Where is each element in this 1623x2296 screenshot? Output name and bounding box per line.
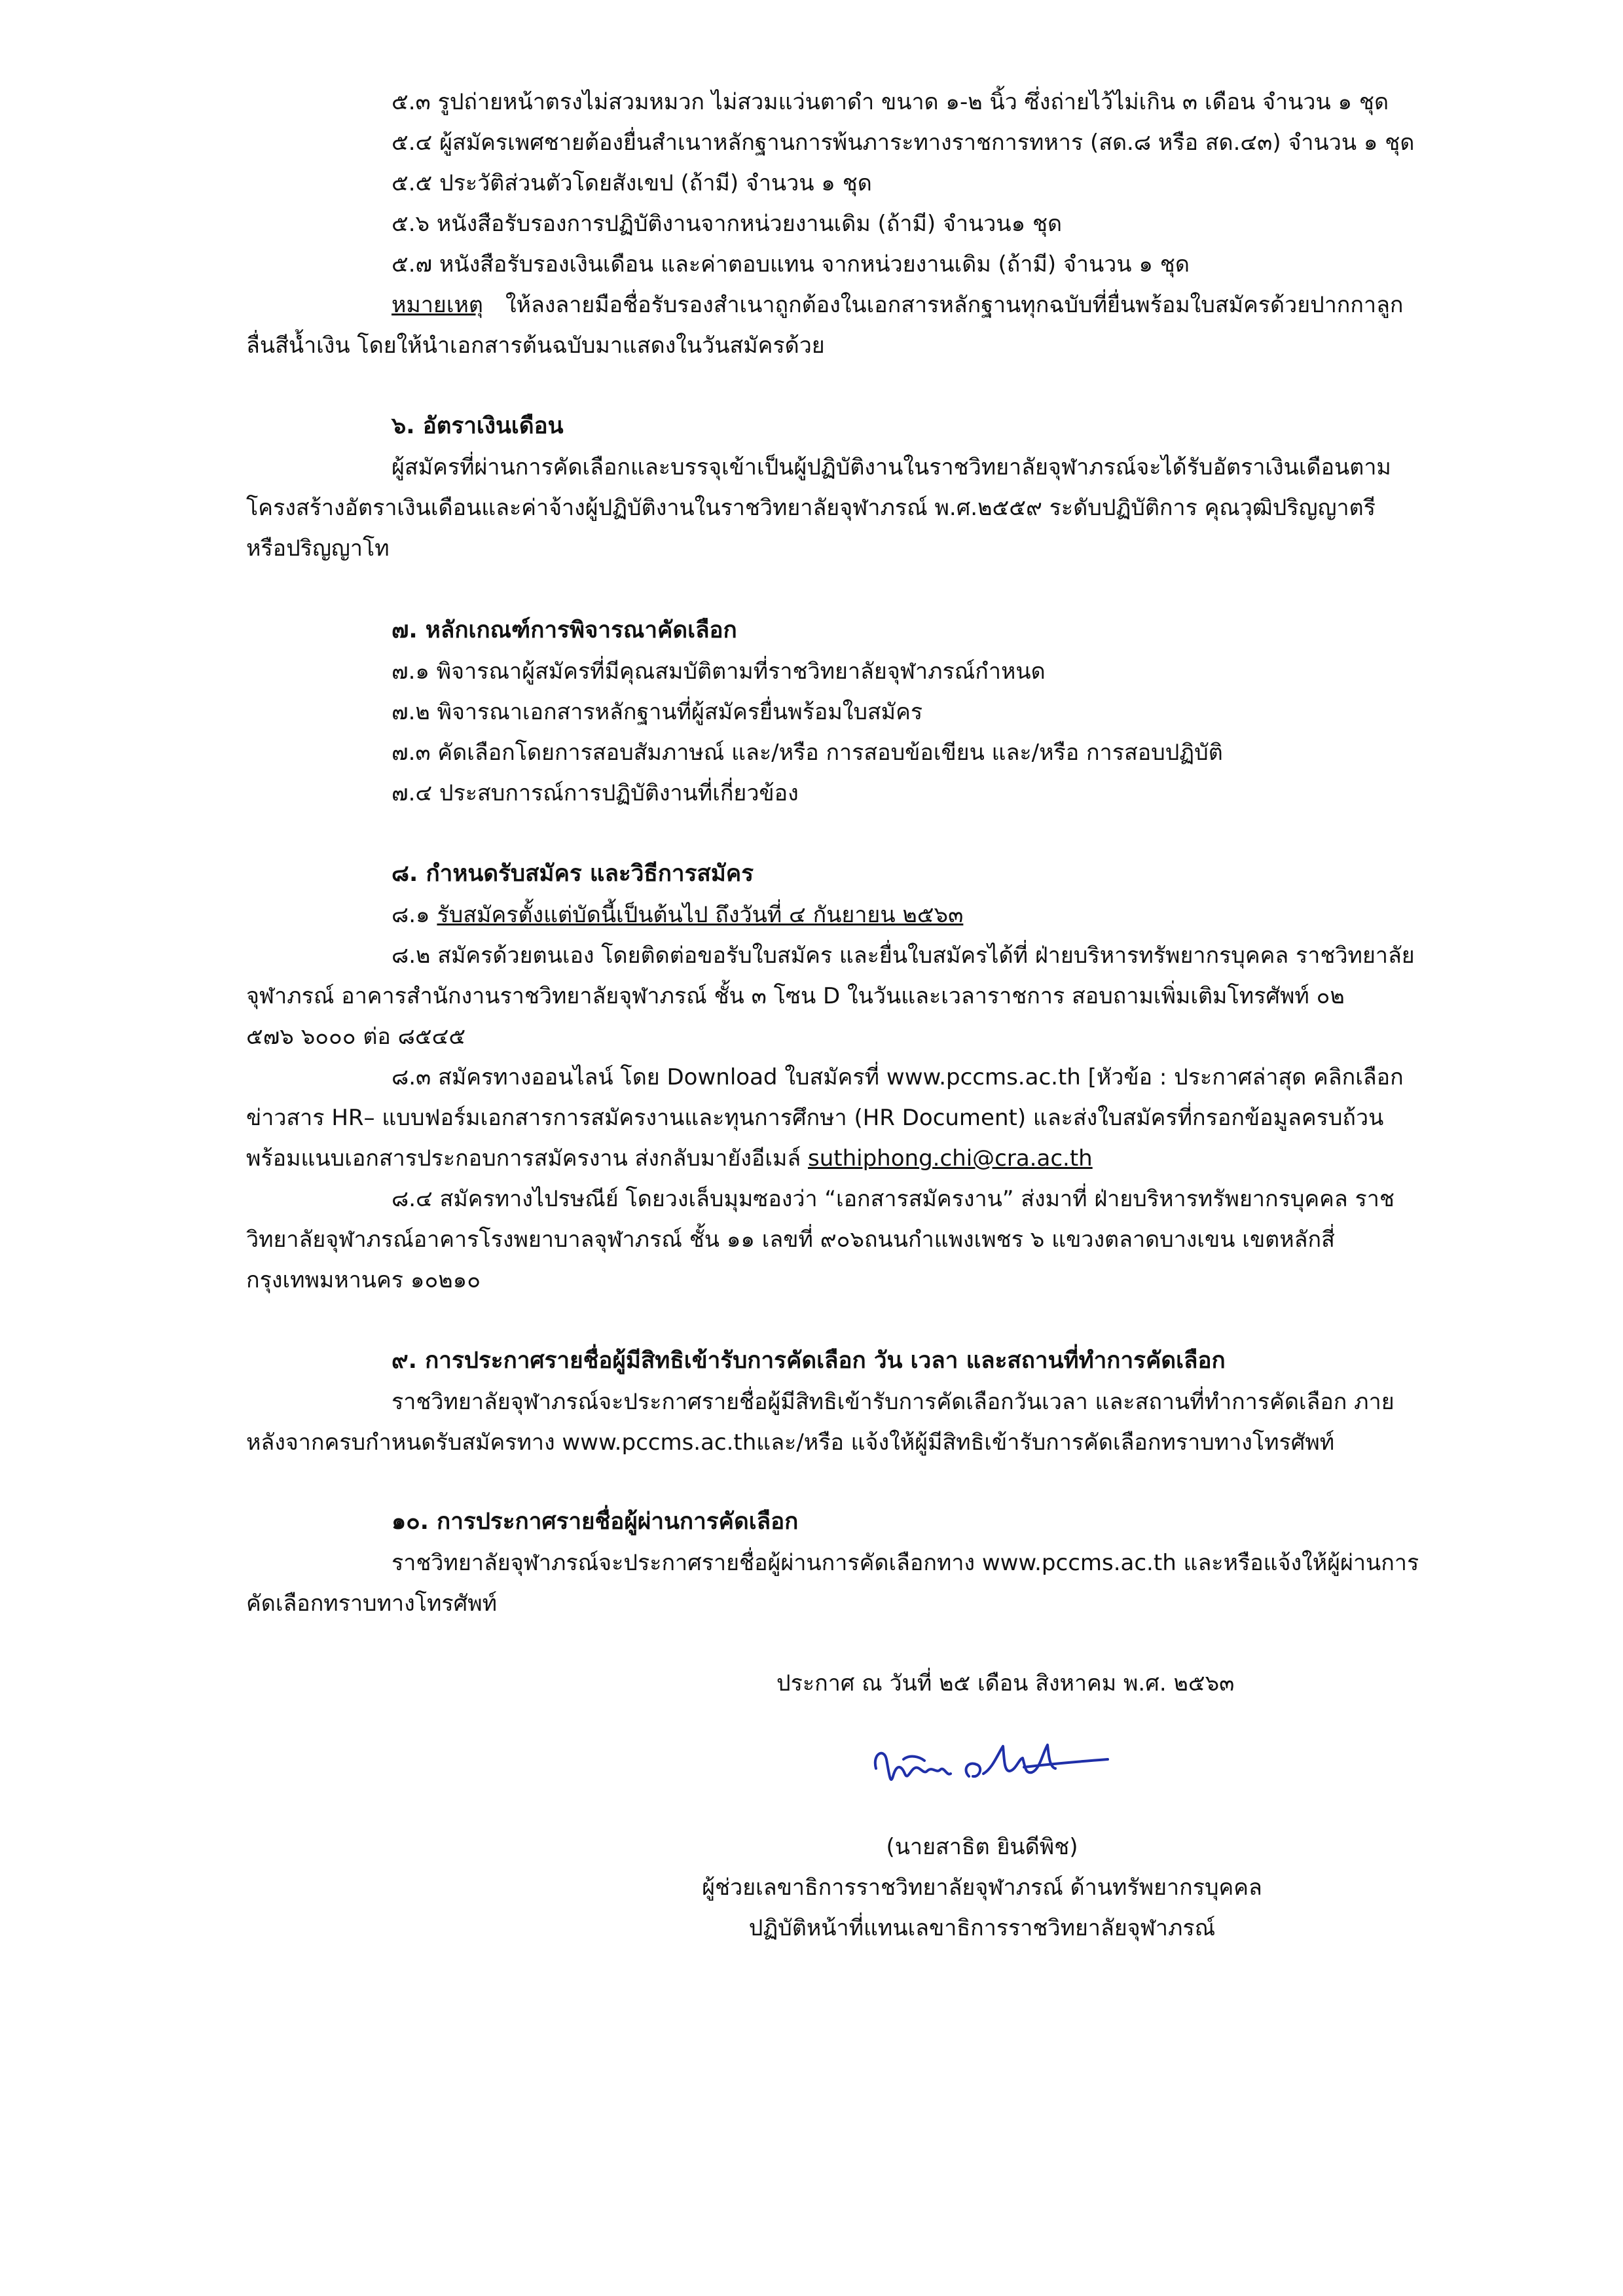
note-text: ให้ลงลายมือชื่อรับรองสำเนาถูกต้องในเอกสารหลักฐานทุกฉบับที่ยื่นพร้อมใบสมัครด้วยปากกาลูก	[505, 292, 1404, 318]
item-8-1	[392, 901, 963, 929]
signature-image	[864, 1728, 1126, 1800]
item-7-1: ๗.๑ พิจารณาผู้สมัครที่มีคุณสมบัติตามที่ราชวิทยาลัยจุฬาภรณ์กำหนด	[392, 658, 1046, 685]
announcement-date: ประกาศ ณ วันที่ ๒๕ เดือน สิงหาคม พ.ศ. ๒๕๖๓	[776, 1670, 1235, 1696]
item-8-4-line-1: ๘.๔ สมัครทางไปรษณีย์ โดยวงเล็บมุมซองว่า “เอกสารสมัครงาน” ส่งมาที่ ฝ่ายบริหารทรัพยากรบุคคล ราช	[392, 1186, 1395, 1212]
section-9-heading: ๙. การประกาศรายชื่อผู้มีสิทธิเข้ารับการคัดเลือก วัน เวลา และสถานที่ทำการคัดเลือก	[392, 1348, 1226, 1374]
item-8-2-line-2: จุฬาภรณ์ อาคารสำนักงานราชวิทยาลัยจุฬาภรณ์ ชั้น ๓ โซน D ในวันและเวลาราชการ สอบถามเพิ่มเติมโทรศัพท์ ๐๒	[246, 983, 1345, 1009]
signer-title-1: ผู้ช่วยเลขาธิการราชวิทยาลัยจุฬาภรณ์ ด้านทรัพยากรบุคคล	[702, 1874, 1262, 1901]
item-8-3-line-1: ๘.๓ สมัครทางออนไลน์ โดย Download ใบสมัครที่ www.pccms.ac.th [หัวข้อ : ประกาศล่าสุด คลิกเลือก	[392, 1064, 1404, 1090]
item-5-7: ๕.๗ หนังสือรับรองเงินเดือน และค่าตอบแทน จากหน่วยงานเดิม (ถ้ามี) จำนวน ๑ ชุด	[392, 251, 1190, 278]
item-5-6: ๕.๖ หนังสือรับรองการปฏิบัติงานจากหน่วยงานเดิม (ถ้ามี) จำนวน๑ ชุด	[392, 211, 1063, 237]
item-5-3: ๕.๓ รูปถ่ายหน้าตรงไม่สวมหมวก ไม่สวมแว่นตาดำ ขนาด ๑-๒ นิ้ว ซึ่งถ่ายไว้ไม่เกิน ๓ เดือน จำนวน ๑ ชุด	[392, 89, 1389, 115]
contact-email-link[interactable]: suthiphong.chi@cra.ac.th	[808, 1145, 1093, 1172]
item-5-5: ๕.๕ ประวัติส่วนตัวโดยสังเขป (ถ้ามี) จำนวน ๑ ชุด	[392, 170, 872, 196]
item-5-4: ๕.๔ ผู้สมัครเพศชายต้องยื่นสำเนาหลักฐานการพ้นภาระทางราชการทหาร (สด.๘ หรือ สด.๔๓) จำนวน ๑ ชุด	[392, 130, 1415, 156]
section-6-para-2: โครงสร้างอัตราเงินเดือนและค่าจ้างผู้ปฏิบัติงานในราชวิทยาลัยจุฬาภรณ์ พ.ศ.๒๕๕๙ ระดับปฏิบัติการ คุณวุฒิปริญญาตรี	[246, 495, 1376, 521]
section-9-para-1: ราชวิทยาลัยจุฬาภรณ์จะประกาศรายชื่อผู้มีสิทธิเข้ารับการคัดเลือกวันเวลา และสถานที่ทำการคัดเลือก ภาย	[392, 1389, 1395, 1415]
section-9-para-2: หลังจากครบกำหนดรับสมัครทาง www.pccms.ac.thและ/หรือ แจ้งให้ผู้มีสิทธิเข้ารับการคัดเลือกทราบทางโทรศัพท์	[246, 1429, 1335, 1456]
item-8-1-prefix: ๘.๑	[392, 902, 437, 928]
section-10-para-1: ราชวิทยาลัยจุฬาภรณ์จะประกาศรายชื่อผู้ผ่านการคัดเลือกทาง www.pccms.ac.th และหรือแจ้งให้ผู้ผ่านการ	[392, 1550, 1419, 1576]
item-7-3: ๗.๓ คัดเลือกโดยการสอบสัมภาษณ์ และ/หรือ การสอบข้อเขียน และ/หรือ การสอบปฏิบัติ	[392, 740, 1223, 766]
signer-title-2: ปฏิบัติหน้าที่แทนเลขาธิการราชวิทยาลัยจุฬาภรณ์	[748, 1915, 1216, 1941]
note-line-2: ลื่นสีน้ำเงิน โดยให้นำเอกสารต้นฉบับมาแสดงในวันสมัครด้วย	[246, 332, 825, 359]
section-8-heading: ๘. กำหนดรับสมัคร และวิธีการสมัคร	[392, 861, 754, 887]
section-7-heading: ๗. หลักเกณฑ์การพิจารณาคัดเลือก	[392, 617, 737, 643]
item-8-4-line-2: วิทยาลัยจุฬาภรณ์อาคารโรงพยาบาลจุฬาภรณ์ ชั้น ๑๑ เลขที่ ๙๐๖ถนนกำแพงเพชร ๖ แขวงตลาดบางเขน เขตหลักสี่	[246, 1227, 1335, 1253]
signer-name: (นายสาธิต ยินดีพิช)	[886, 1834, 1078, 1860]
section-10-heading: ๑๐. การประกาศรายชื่อผู้ผ่านการคัดเลือก	[392, 1509, 799, 1535]
item-8-3-line-3	[246, 1144, 1093, 1173]
note-line-1	[392, 291, 1404, 319]
section-6-heading: ๖. อัตราเงินเดือน	[392, 413, 564, 439]
section-10-para-2: คัดเลือกทราบทางโทรศัพท์	[246, 1590, 498, 1617]
item-8-3-line-3-text: พร้อมแนบเอกสารประกอบการสมัครงาน ส่งกลับมายังอีเมล์	[246, 1145, 809, 1172]
item-7-4: ๗.๔ ประสบการณ์การปฏิบัติงานที่เกี่ยวข้อง	[392, 780, 799, 806]
item-8-3-line-2: ข่าวสาร HR– แบบฟอร์มเอกสารการสมัครงานและทุนการศึกษา (HR Document) และส่งใบสมัครที่กรอกข้อมูลครบถ้วน	[246, 1105, 1384, 1131]
item-8-2-line-1: ๘.๒ สมัครด้วยตนเอง โดยติดต่อขอรับใบสมัคร และยื่นใบสมัครได้ที่ ฝ่ายบริหารทรัพยากรบุคคล ราชวิทยาลัย	[392, 942, 1415, 969]
section-6-para-3: หรือปริญญาโท	[246, 535, 390, 562]
item-7-2: ๗.๒ พิจารณาเอกสารหลักฐานที่ผู้สมัครยื่นพร้อมใบสมัคร	[392, 699, 923, 725]
item-8-4-line-3: กรุงเทพมหานคร ๑๐๒๑๐	[246, 1267, 481, 1293]
section-6-para-1: ผู้สมัครที่ผ่านการคัดเลือกและบรรจุเข้าเป็นผู้ปฏิบัติงานในราชวิทยาลัยจุฬาภรณ์จะได้รับอัตราเงินเดือนตาม	[392, 454, 1391, 480]
note-label: หมายเหตุ	[392, 292, 483, 318]
item-8-2-line-3: ๕๗๖ ๖๐๐๐ ต่อ ๘๕๔๕	[246, 1024, 466, 1050]
item-8-1-deadline: รับสมัครตั้งแต่บัดนี้เป็นต้นไป ถึงวันที่ ๔ กันยายน ๒๕๖๓	[437, 902, 964, 928]
